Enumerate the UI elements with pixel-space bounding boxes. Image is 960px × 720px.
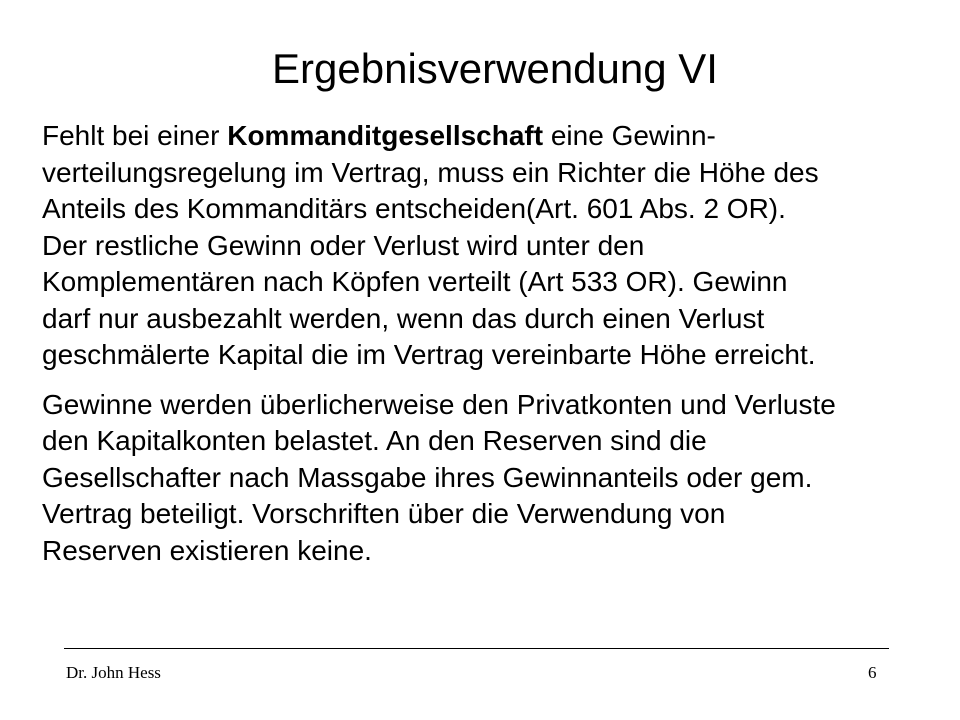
body-line: Gesellschafter nach Massgabe ihres Gewinnanteils oder gem. (42, 461, 813, 493)
slide-title: Ergebnisverwendung VI (272, 45, 718, 92)
body-line: den Kapitalkonten belastet. An den Reserven sind die (42, 425, 707, 456)
bold-term: Kommanditgesellschaft (227, 120, 544, 151)
body-line: Der restliche Gewinn oder Verlust wird unter den (42, 229, 645, 261)
body-line: geschmälerte Kapital die im Vertrag vereinbarte Höhe erreicht. (42, 339, 816, 370)
body-text: eine Gewinn- (543, 120, 716, 151)
paragraph-profit-distribution (42, 118, 947, 374)
slide-body (42, 118, 947, 569)
page-number: 6 (868, 663, 877, 682)
footer-divider (64, 648, 889, 649)
body-line: Gewinne werden überlicherweise den Privatkonten und Verluste (42, 388, 836, 420)
body-line: Reserven existieren keine. (42, 534, 372, 566)
footer-author: Dr. John Hess (66, 663, 161, 682)
body-line: verteilungsregelung im Vertrag, muss ein Richter die Höhe des (42, 156, 819, 188)
body-line: Vertrag beteiligt. Vorschriften über die Verwendung von (42, 498, 726, 529)
body-line: Komplementären nach Köpfen verteilt (Art 533 OR). Gewinn (42, 266, 788, 297)
body-line: darf nur ausbezahlt werden, wenn das durch einen Verlust (42, 302, 765, 334)
body-line: Anteils des Kommanditärs entscheiden(Art. 601 Abs. 2 OR). (42, 193, 786, 224)
body-line (42, 118, 947, 155)
paragraph-reserves (42, 387, 947, 570)
body-text: Fehlt bei einer (42, 120, 228, 151)
